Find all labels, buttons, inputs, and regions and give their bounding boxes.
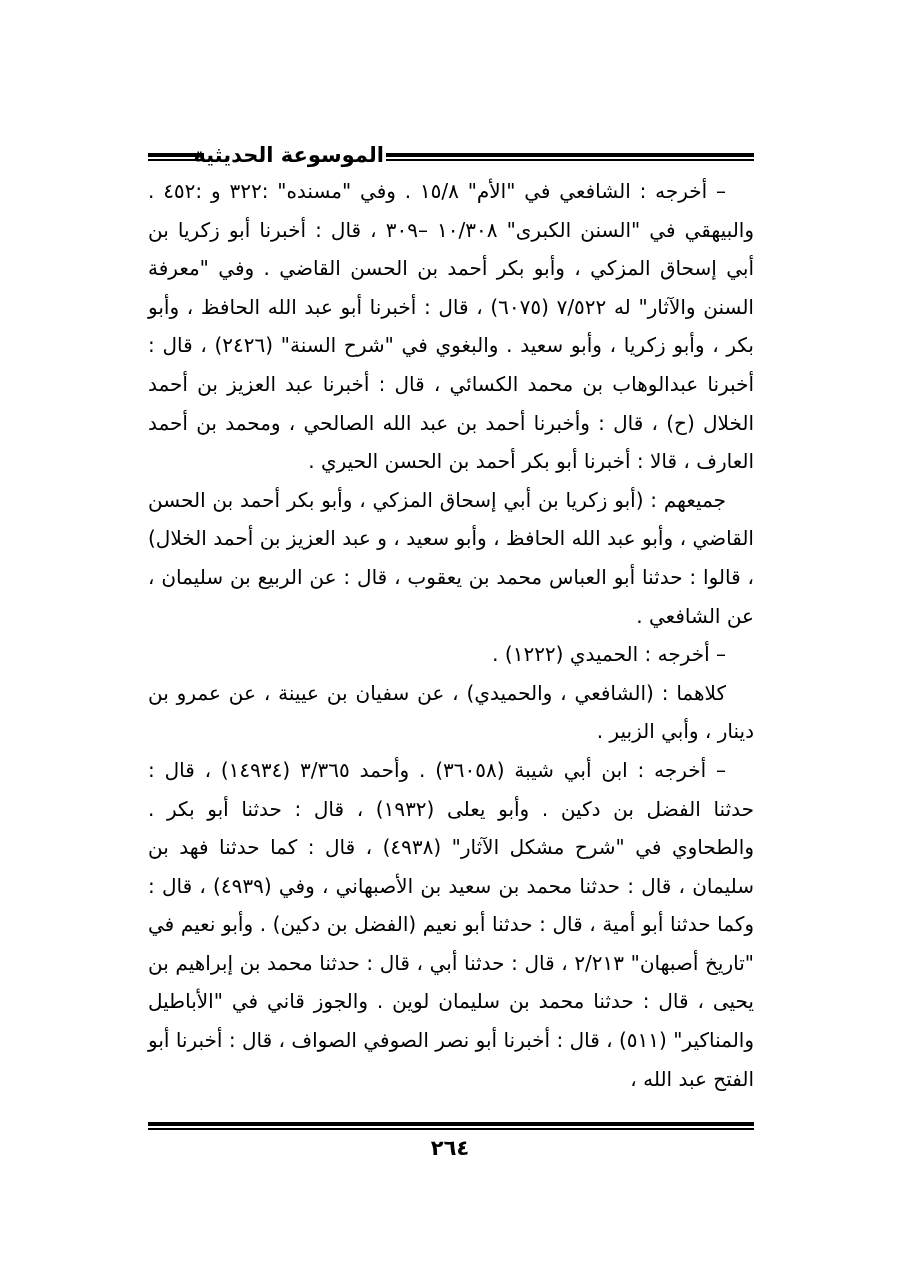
paragraph-kilahuma: كلاهما : (الشافعي ، والحميدي) ، عن سفيان بن عيينة ، عن عمرو بن دينار ، وأبي الزبير . [148, 680, 754, 744]
header-rule-right [386, 153, 754, 162]
page-number: ٢٦٤ [430, 1136, 470, 1160]
body-text [148, 172, 754, 1098]
paragraph-takhrij-humaydi: – أخرجه : الحميدي (١٢٢٢) . [492, 642, 726, 667]
paragraph-jamiuhum: جميعهم : (أبو زكريا بن أبي إسحاق المزكي ، وأبو بكر أحمد بن الحسن القاضي ، وأبو عبد الله الحافظ ، وأبو سعيد ، و عبد العزيز بن أحمد الخلال) ، قالوا : حدثنا أبو العباس محمد بن يعقوب ، قال : عن الربيع بن سليمان ، عن الشافعي . [148, 487, 754, 628]
paragraph-takhrij-shafii: – أخرجه : الشافعي في "الأم" ١٥/٨ . وفي "مسنده" :٣٢٢ و :٤٥٢ . والبيهقي في "السنن الكبرى" ١٠/٣٠٨ –٣٠٩ ، قال : أخبرنا أبو زكريا بن أبي إسحاق المزكي ، وأبو بكر أحمد بن الحسن القاضي . وفي "معرفة السنن والآثار" له ٧/٥٢٢ (٦٠٧٥) ، قال : أخبرنا أبو عبد الله الحافظ ، وأبو بكر ، وأبو زكريا ، وأبو سعيد . والبغوي في "شرح السنة" (٢٤٢٦) ، قال : أخبرنا عبدالوهاب بن محمد الكسائي ، قال : أخبرنا عبد العزيز بن أحمد الخلال (ح) ، قال : وأخبرنا أحمد بن عبد الله الصالحي ، ومحمد بن أحمد العارف ، قالا : أخبرنا أبو بكر أحمد بن الحسن الحيري . [148, 179, 755, 474]
footer-rule [148, 1122, 754, 1130]
running-header [148, 140, 754, 174]
header-title: الموسوعة الحديثية [193, 143, 384, 167]
paragraph-takhrij-ibn-abi-shaybah: – أخرجه : ابن أبي شيبة (٣٦٠٥٨) . وأحمد ٣/٣٦٥ (١٤٩٣٤) ، قال : حدثنا الفضل بن دكين . وأبو يعلى (١٩٣٢) ، قال : حدثنا أبو بكر . والطحاوي في "شرح مشكل الآثار" (٤٩٣٨) ، قال : كما حدثنا فهد بن سليمان ، قال : حدثنا محمد بن سعيد بن الأصبهاني ، وفي (٤٩٣٩) ، قال : وكما حدثنا أبو أمية ، قال : حدثنا أبو نعيم (الفضل بن دكين) . وأبو نعيم في "تاريخ أصبهان" ٢/٢١٣ ، قال : حدثنا أبي ، قال : حدثنا محمد بن إبراهيم بن يحيى ، قال : حدثنا محمد بن سليمان لوين . والجوز قاني في "الأباطيل والمناكير" (٥١١) ، قال : أخبرنا أبو نصر الصوفي الصواف ، قال : أخبرنا أبو الفتح عبد الله ، [148, 757, 755, 1091]
